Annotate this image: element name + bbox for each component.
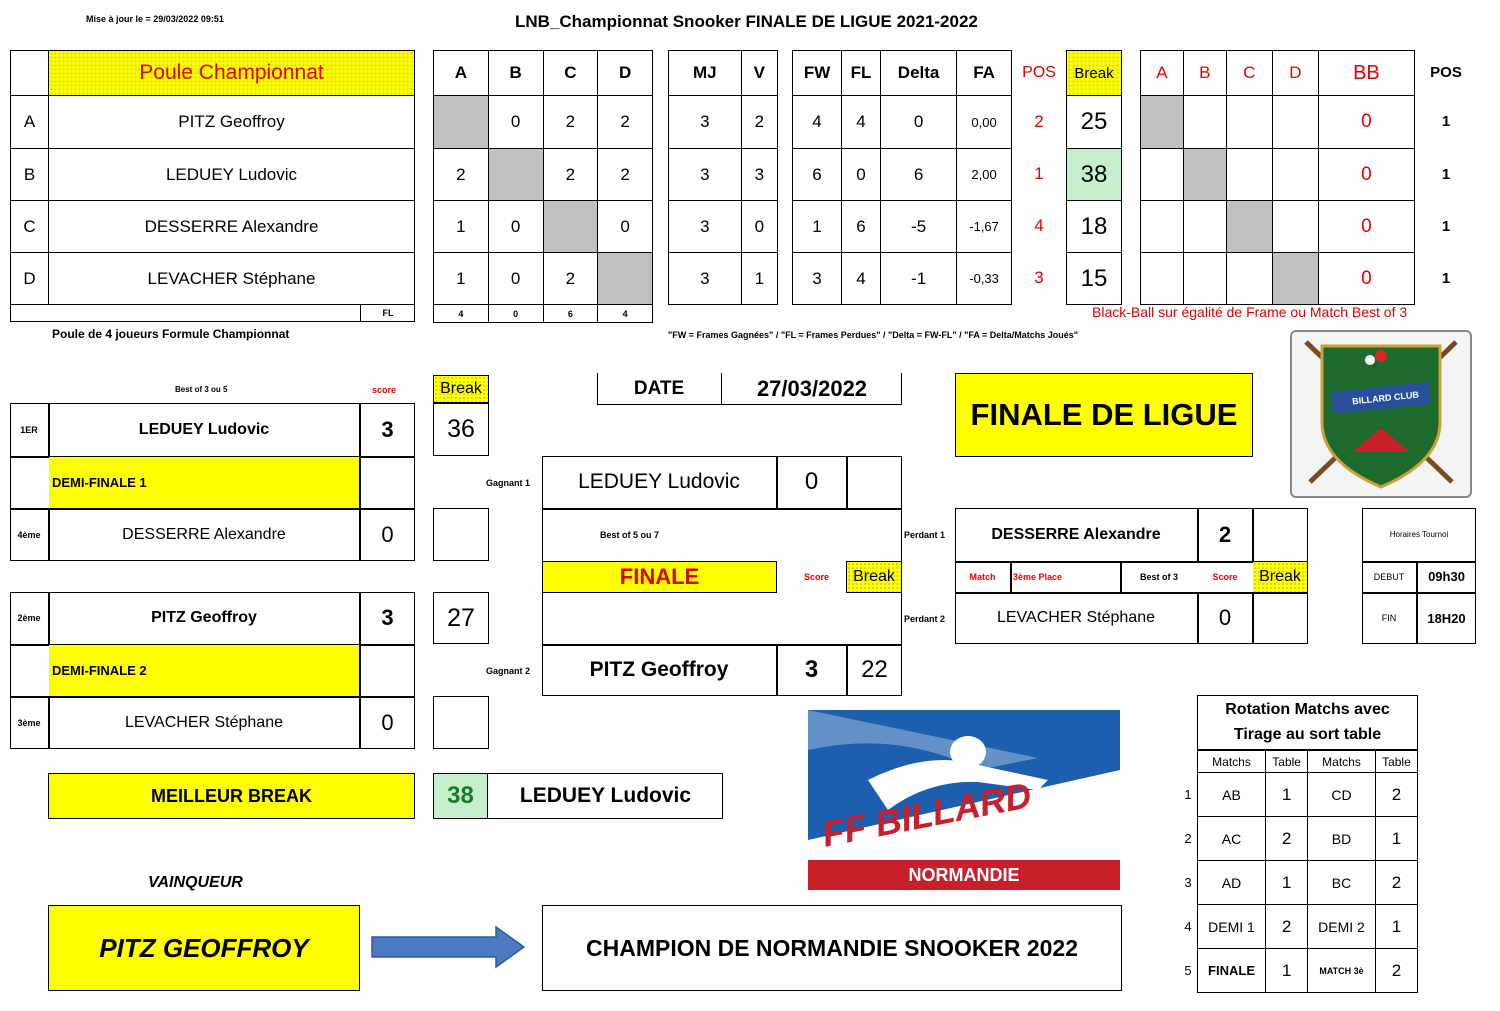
rotation-col-header: Table [1375, 751, 1417, 773]
v-cell: 3 [741, 149, 777, 201]
col-header: FA [957, 51, 1012, 96]
pos2-cell: 1 [1441, 217, 1451, 235]
pos-cell: 1 [1034, 164, 1044, 183]
pool-frames-table [792, 50, 1012, 305]
rotation-table-num: 2 [1375, 773, 1417, 817]
mj-cell: 3 [669, 149, 742, 201]
pos-cell: 2 [1034, 111, 1044, 131]
semi-break: 27 [433, 592, 489, 644]
billard-club-logo [1290, 330, 1472, 498]
break-cell: 15 [1067, 253, 1122, 305]
delta-cell: 0 [881, 96, 957, 149]
fw-cell: 4 [793, 96, 842, 149]
third-break-label: Break [1253, 562, 1307, 592]
row-letter: D [11, 253, 49, 305]
rotation-table-num: 1 [1266, 949, 1308, 993]
semi-player: DESSERRE Alexandre [122, 525, 286, 543]
fl-total: 4 [434, 305, 489, 323]
semi-player: PITZ Geoffroy [151, 609, 257, 626]
rotation-match: BC [1308, 861, 1376, 905]
third-score-2: 0 [1218, 605, 1232, 630]
debut-label: DEBUT [1373, 571, 1405, 582]
col-header: A [434, 51, 489, 96]
blackball-note: Black-Ball sur égalité de Frame ou Match Best of 3 [1092, 304, 1408, 320]
date-value: 27/03/2022 [756, 376, 868, 401]
rotation-match: AD [1198, 861, 1266, 905]
col-header: MJ [669, 51, 742, 96]
sf2-label: DEMI-FINALE 2 [49, 645, 359, 696]
final-score-2: 3 [804, 656, 819, 683]
row-letter: C [11, 201, 49, 253]
date-label: DATE [597, 373, 722, 405]
col-header: A [1141, 51, 1184, 96]
best-break-label: MEILLEUR BREAK [48, 773, 415, 819]
final-break-label: Break [846, 561, 902, 593]
pos2-cell: 1 [1441, 165, 1451, 183]
col-header: FL [842, 51, 881, 96]
pool-names-table [10, 50, 415, 305]
fa-cell: 0,00 [957, 96, 1012, 149]
result-cell: 0 [488, 201, 543, 253]
final-label: FINALE [542, 561, 777, 593]
fin-value: 18H20 [1427, 610, 1466, 626]
semi-player: LEDUEY Ludovic [138, 420, 270, 438]
third-score-label: Score [1212, 571, 1238, 582]
result-cell: 2 [543, 96, 598, 149]
pool-mj-table [668, 50, 778, 305]
fl-cell: 0 [842, 149, 881, 201]
rotation-match: FINALE [1198, 949, 1266, 993]
rotation-row-num: 1 [1184, 786, 1192, 802]
pos2-header: POS [1430, 64, 1462, 81]
seed-label: 2ème [17, 613, 41, 623]
rotation-match: DEMI 1 [1198, 905, 1266, 949]
pool-break-table [1066, 50, 1122, 305]
rotation-table-num: 1 [1375, 817, 1417, 861]
col-header: D [598, 51, 653, 96]
fa-cell: -0,33 [957, 253, 1012, 305]
finalist-2: PITZ Geoffroy [589, 658, 729, 681]
rotation-table-num: 1 [1375, 905, 1417, 949]
semi-score: 0 [381, 521, 394, 547]
rotation-table [1197, 750, 1418, 993]
final-score-1: 0 [804, 468, 819, 495]
semis-best-of: Best of 3 ou 5 [175, 385, 228, 394]
rotation-col-header: Table [1266, 751, 1308, 773]
v-cell: 2 [741, 96, 777, 149]
ff-logo-subtext: NORMANDIE [908, 864, 1020, 885]
pool-legend: "FW = Frames Gagnées" / "FL = Frames Perdues" / "Delta = FW-FL" / "FA = Delta/Matchs Joués" [668, 330, 1079, 340]
rotation-row-num: 2 [1184, 830, 1192, 846]
col-header: D [1272, 51, 1318, 96]
pos2-cell: 1 [1441, 113, 1451, 130]
page-title: LNB_Championnat Snooker FINALE DE LIGUE 2021-2022 [515, 12, 978, 31]
break-cell: 25 [1067, 96, 1122, 149]
club-logo-text: BILLARD CLUB [1351, 389, 1420, 407]
col-header: Break [1067, 51, 1122, 96]
semi-score: 0 [381, 709, 394, 735]
row-letter: A [11, 96, 49, 149]
pool-footnote: Poule de 4 joueurs Formule Championnat [52, 327, 290, 341]
rotation-row-num: 5 [1184, 962, 1192, 978]
delta-cell: -5 [881, 201, 957, 253]
result-cell: 1 [434, 253, 489, 305]
fl-total: 0 [488, 305, 543, 323]
pos2-cell: 1 [1441, 269, 1451, 287]
delta-cell: 6 [881, 149, 957, 201]
winner-name: PITZ GEOFFROY [48, 905, 360, 991]
finalist-1: LEDUEY Ludovic [578, 470, 740, 493]
result-cell: 0 [488, 96, 543, 149]
col-header: V [741, 51, 777, 96]
semi-break [433, 508, 489, 561]
semi-break: 36 [433, 403, 489, 456]
winner-label: VAINQUEUR [148, 874, 243, 891]
rotation-match: DEMI 2 [1308, 905, 1376, 949]
fl-cell: 4 [842, 253, 881, 305]
best-break-player: LEDUEY Ludovic [519, 784, 692, 807]
fw-cell: 3 [793, 253, 842, 305]
result-cell: 2 [434, 149, 489, 201]
sf1-label: DEMI-FINALE 1 [49, 457, 359, 508]
seed-label: 3ème [17, 717, 41, 728]
match-label: Match [969, 571, 996, 582]
third-player-1: DESSERRE Alexandre [991, 525, 1161, 543]
gagnant-1-label: Gagnant 1 [486, 478, 531, 488]
ff-billard-logo [808, 710, 1120, 890]
v-cell: 1 [741, 253, 777, 305]
fa-cell: -1,67 [957, 201, 1012, 253]
col-header: C [543, 51, 598, 96]
third-best-of: Best of 3 [1139, 571, 1178, 582]
pool-results-table [433, 50, 653, 323]
semi-score: 3 [381, 605, 394, 630]
result-cell: 0 [598, 201, 653, 253]
player-name: DESSERRE Alexandre [49, 201, 415, 253]
pos-cell: 3 [1034, 268, 1044, 287]
rotation-match: CD [1308, 773, 1376, 817]
fl-total: 6 [543, 305, 598, 323]
rotation-match: AC [1198, 817, 1266, 861]
fw-cell: 1 [793, 201, 842, 253]
row-letter: B [11, 149, 49, 201]
rotation-row-num: 4 [1184, 918, 1192, 934]
fl-label: FL [360, 304, 415, 322]
ligue-title: FINALE DE LIGUE [955, 373, 1253, 457]
rotation-table-num: 2 [1266, 905, 1308, 949]
gagnant-2-label: Gagnant 2 [486, 666, 531, 676]
rotation-row-num: 3 [1184, 874, 1192, 890]
result-cell: 1 [434, 201, 489, 253]
col-header: Delta [881, 51, 957, 96]
bb-cell: 0 [1318, 149, 1414, 201]
best-break-value: 38 [434, 774, 488, 818]
delta-cell: -1 [881, 253, 957, 305]
semis-break-header: Break [433, 375, 489, 403]
rotation-table-num: 1 [1266, 773, 1308, 817]
rotation-table-num: 1 [1266, 861, 1308, 905]
final-break-1 [847, 456, 902, 508]
semi-break [433, 696, 489, 749]
rotation-title-2: Tirage au sort table [1233, 726, 1382, 743]
champion-title: CHAMPION DE NORMANDIE SNOOKER 2022 [542, 905, 1122, 991]
break-cell: 18 [1067, 201, 1122, 253]
result-cell: 0 [488, 253, 543, 305]
final-best-of: Best of 5 ou 7 [600, 530, 660, 540]
fl-total: 4 [598, 305, 653, 323]
update-timestamp: Mise à jour le = 29/03/2022 09:51 [86, 14, 224, 24]
rotation-table-num: 2 [1375, 861, 1417, 905]
col-header: B [1183, 51, 1226, 96]
bb-cell: 0 [1318, 253, 1414, 305]
rotation-match: AB [1198, 773, 1266, 817]
semi-score: 3 [381, 416, 394, 442]
result-cell: 2 [543, 253, 598, 305]
col-header: BB [1318, 51, 1414, 96]
pos-cell: 4 [1034, 216, 1044, 235]
semi-player: LEVACHER Stéphane [124, 713, 283, 731]
horaires-title: Horaires Tournoi [1389, 530, 1449, 539]
fl-cell: 4 [842, 96, 881, 149]
break-cell: 38 [1067, 149, 1122, 201]
third-score-1: 2 [1218, 521, 1232, 547]
pos-header: POS [1022, 63, 1056, 81]
result-cell: 2 [598, 96, 653, 149]
col-header: FW [793, 51, 842, 96]
rotation-match: MATCH 3è [1308, 949, 1376, 993]
seed-label: 4ème [17, 529, 41, 540]
seed-label: 1ER [20, 424, 38, 435]
mj-cell: 3 [669, 253, 742, 305]
final-score-label: Score [804, 572, 830, 582]
bb-cell: 0 [1318, 96, 1414, 149]
rotation-match: BD [1308, 817, 1376, 861]
fa-cell: 2,00 [957, 149, 1012, 201]
rotation-table-num: 2 [1375, 949, 1417, 993]
semis-score-label: score [372, 385, 397, 395]
rotation-title-1: Rotation Matchs avec [1225, 701, 1390, 718]
fin-label: FIN [1381, 613, 1397, 623]
fl-cell: 6 [842, 201, 881, 253]
col-header: C [1226, 51, 1272, 96]
result-cell: 2 [543, 149, 598, 201]
perdant-2-label: Perdant 2 [904, 614, 946, 624]
third-place-label: 3ème Place [1013, 571, 1063, 582]
debut-value: 09h30 [1428, 569, 1465, 584]
final-break-2: 22 [861, 656, 888, 683]
rotation-col-header: Matchs [1198, 751, 1266, 773]
arrow-right-icon [370, 925, 526, 969]
player-name: LEVACHER Stéphane [49, 253, 415, 305]
player-name: PITZ Geoffroy [49, 96, 415, 149]
col-header: B [488, 51, 543, 96]
rotation-table-num: 2 [1266, 817, 1308, 861]
pool-title: Poule Championnat [49, 51, 415, 96]
bb-cell: 0 [1318, 201, 1414, 253]
third-player-2: LEVACHER Stéphane [996, 609, 1155, 626]
v-cell: 0 [741, 201, 777, 253]
result-cell: 2 [598, 149, 653, 201]
perdant-1-label: Perdant 1 [904, 530, 946, 540]
rotation-col-header: Matchs [1308, 751, 1376, 773]
mj-cell: 3 [669, 201, 742, 253]
pool-bb-table [1140, 50, 1415, 305]
player-name: LEDUEY Ludovic [49, 149, 415, 201]
fw-cell: 6 [793, 149, 842, 201]
ff-logo-text: FF BILLARD [818, 774, 1035, 855]
mj-cell: 3 [669, 96, 742, 149]
